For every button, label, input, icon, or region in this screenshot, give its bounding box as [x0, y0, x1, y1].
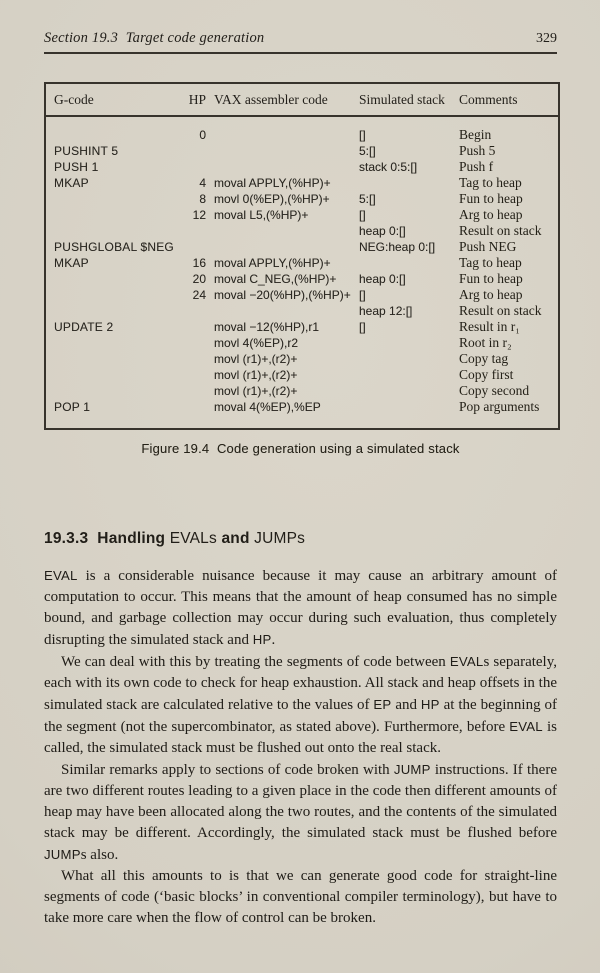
gcode-cell — [46, 287, 184, 303]
gcode-cell — [46, 351, 184, 367]
gcode-cell — [46, 271, 184, 287]
comment-cell: Push 5 — [459, 143, 496, 158]
stack-cell: heap 0:[] — [359, 272, 406, 286]
running-head-title: Section 19.3 Target code generation — [44, 30, 265, 46]
hp-offset-cell — [184, 399, 206, 415]
hp-offset-cell: 16 — [192, 256, 206, 270]
paragraph-2 — [44, 651, 557, 759]
stack-cell — [359, 335, 459, 351]
gcode-cell: UPDATE 2 — [54, 320, 114, 334]
hp-offset-cell — [184, 383, 206, 399]
hp-offset-cell: 20 — [192, 272, 206, 286]
figure-caption: Figure 19.4 Code generation using a simulated stack — [141, 441, 460, 456]
asm-cell: moval C_NEG,(%HP)+ — [214, 272, 337, 286]
gcode-cell — [46, 207, 184, 223]
hp-offset-cell — [184, 223, 206, 239]
text-run: . — [271, 632, 276, 648]
hp-offset-cell — [184, 159, 206, 175]
keyword: JUMP — [44, 847, 81, 862]
keyword: HP — [252, 632, 272, 647]
text-run: We can deal with this by treating the segments of code between — [61, 654, 450, 670]
text-run: What all this amounts to is that we can generate good code for straight-line segments of code (‘basic blocks’ in conventional compiler terminology), but have to take more care when the flow of control can be broken. — [44, 868, 557, 926]
stack-cell — [359, 383, 459, 399]
stack-cell: stack 0:5:[] — [359, 160, 418, 174]
gcode-cell: PUSHINT 5 — [54, 144, 119, 158]
hp-offset-cell — [184, 351, 206, 367]
keyword: EVAL — [449, 654, 484, 669]
gcode-cell — [46, 383, 184, 399]
table-header-comments: Comments — [459, 92, 518, 107]
table-row — [46, 319, 558, 335]
keyword: EVAL — [509, 719, 543, 734]
table-body — [46, 117, 558, 428]
table-row — [46, 399, 558, 415]
asm-cell — [206, 223, 359, 239]
comment-cell: Arg to heap — [459, 287, 523, 302]
hp-offset-cell — [184, 303, 206, 319]
gcode-cell: MKAP — [54, 176, 89, 190]
text-run: s also. — [80, 847, 119, 863]
table-row — [46, 351, 558, 367]
table-row — [46, 303, 558, 319]
comment-cell: Result on stack — [459, 303, 542, 318]
section-heading — [44, 530, 557, 548]
hp-offset-cell — [184, 319, 206, 335]
keyword: EVALs — [169, 530, 217, 547]
stack-cell: [] — [359, 128, 366, 142]
gcode-cell — [46, 127, 184, 143]
comment-cell: Root in r₂ — [459, 335, 512, 350]
comment-cell: Copy first — [459, 367, 514, 382]
table-row — [46, 207, 558, 223]
table-row — [46, 287, 558, 303]
text-run: and — [216, 530, 255, 547]
table-row — [46, 143, 558, 159]
asm-cell: moval −12(%HP),r1 — [214, 320, 320, 334]
table-row — [46, 271, 558, 287]
asm-cell — [206, 303, 359, 319]
table-row — [46, 367, 558, 383]
table-header-hp: HP — [188, 92, 206, 107]
comment-cell: Arg to heap — [459, 207, 523, 222]
table-row — [46, 255, 558, 271]
gcode-cell: POP 1 — [54, 400, 91, 414]
text-run: instructions. If there are two different routes leading to a given place in the code then different amounts of heap may have been allocated along the two routes, and the contents of the simulated stack may be different. Accordingly, the simulated stack must be flushed before — [44, 762, 557, 841]
asm-cell: movl 0(%EP),(%HP)+ — [214, 192, 330, 206]
asm-cell — [206, 239, 359, 255]
table-row — [46, 159, 558, 175]
asm-cell: movl 4(%EP),r2 — [214, 336, 299, 350]
comment-cell: Fun to heap — [459, 271, 523, 286]
text-run: s separately, each with its own code to check for heap exhaustion. All stack and heap offsets in the simulated stack are calculated relative to the values of — [44, 654, 557, 713]
hp-offset-cell: 24 — [192, 288, 206, 302]
asm-cell: movl (r1)+,(r2)+ — [214, 368, 298, 382]
comment-cell: Fun to heap — [459, 191, 523, 206]
stack-cell — [359, 255, 459, 271]
hp-offset-cell — [184, 367, 206, 383]
text-run: is called, the simulated stack must be flushed out onto the real stack. — [44, 719, 557, 756]
comment-cell: Copy second — [459, 383, 530, 398]
asm-cell: moval APPLY,(%HP)+ — [214, 176, 331, 190]
keyword: HP — [420, 697, 440, 712]
asm-cell: moval L5,(%HP)+ — [214, 208, 309, 222]
table-row — [46, 335, 558, 351]
gcode-cell — [46, 335, 184, 351]
gcode-cell: MKAP — [54, 256, 89, 270]
header-rule — [44, 52, 557, 54]
gcode-cell — [46, 223, 184, 239]
table-row — [46, 383, 558, 399]
gcode-cell: PUSH 1 — [54, 160, 99, 174]
gcode-cell: PUSHGLOBAL $NEG — [54, 240, 174, 254]
text-run: at the beginning of the segment (not the supercombinator, as stated above). Furthermore, before — [44, 697, 557, 735]
stack-cell: [] — [359, 320, 366, 334]
stack-cell: 5:[] — [359, 192, 376, 206]
stack-cell: [] — [359, 208, 366, 222]
gcode-cell — [46, 303, 184, 319]
hp-offset-cell: 0 — [199, 128, 206, 142]
table-row — [46, 175, 558, 191]
hp-offset-cell — [184, 143, 206, 159]
stack-cell — [359, 399, 459, 415]
stack-cell — [359, 175, 459, 191]
hp-offset-cell: 4 — [199, 176, 206, 190]
table-row — [46, 191, 558, 207]
keyword: JUMPs — [254, 530, 306, 547]
text-run: Similar remarks apply to sections of code broken with — [61, 762, 394, 778]
asm-cell — [206, 159, 359, 175]
page-number: 329 — [536, 31, 557, 46]
comment-cell: Tag to heap — [459, 175, 522, 190]
hp-offset-cell — [184, 239, 206, 255]
keyword: EP — [373, 697, 392, 712]
stack-cell — [359, 351, 459, 367]
text-run: 19.3.3 Handling — [44, 530, 170, 547]
comment-cell: Push NEG — [459, 239, 517, 254]
paragraph-3 — [44, 759, 557, 866]
table-header-gcode: G-code — [54, 92, 94, 107]
asm-cell: moval APPLY,(%HP)+ — [214, 256, 331, 270]
table-row — [46, 127, 558, 143]
asm-cell — [206, 127, 359, 143]
asm-cell — [206, 143, 359, 159]
comment-cell: Pop arguments — [459, 399, 540, 414]
table-row — [46, 239, 558, 255]
table-row — [46, 223, 558, 239]
text-run: is a considerable nuisance because it may cause an arbitrary amount of computation to occur. This means that the amount of heap consumed has no simple bound, and garbage collection may occur during such evaluation, thus completely disrupting the simulated stack and — [44, 568, 557, 648]
stack-cell: 5:[] — [359, 144, 376, 158]
asm-cell: moval −20(%HP),(%HP)+ — [214, 288, 351, 302]
paragraph-1 — [44, 565, 557, 651]
asm-cell: movl (r1)+,(r2)+ — [214, 384, 298, 398]
gcode-cell — [46, 191, 184, 207]
stack-cell: NEG:heap 0:[] — [359, 240, 436, 254]
comment-cell: Result in r₁ — [459, 319, 520, 334]
keyword: JUMP — [393, 762, 431, 777]
table-header-row — [46, 84, 558, 117]
asm-cell: movl (r1)+,(r2)+ — [214, 352, 298, 366]
table-header-stack: Simulated stack — [359, 92, 445, 107]
gcode-cell — [46, 367, 184, 383]
comment-cell: Copy tag — [459, 351, 509, 366]
body-text — [44, 565, 557, 929]
hp-offset-cell: 12 — [192, 208, 206, 222]
asm-cell: moval 4(%EP),%EP — [214, 400, 321, 414]
text-run: and — [391, 697, 421, 713]
figure-table — [44, 82, 560, 430]
hp-offset-cell: 8 — [199, 192, 206, 206]
hp-offset-cell — [184, 335, 206, 351]
table-header-asm: VAX assembler code — [214, 92, 328, 107]
comment-cell: Begin — [459, 127, 492, 142]
stack-cell — [359, 367, 459, 383]
paragraph-4 — [44, 866, 557, 929]
comment-cell: Push f — [459, 159, 494, 174]
keyword: EVAL — [44, 568, 78, 583]
comment-cell: Result on stack — [459, 223, 542, 238]
stack-cell: [] — [359, 288, 366, 302]
stack-cell: heap 0:[] — [359, 224, 406, 238]
running-head — [44, 30, 557, 47]
comment-cell: Tag to heap — [459, 255, 522, 270]
stack-cell: heap 12:[] — [359, 304, 413, 318]
